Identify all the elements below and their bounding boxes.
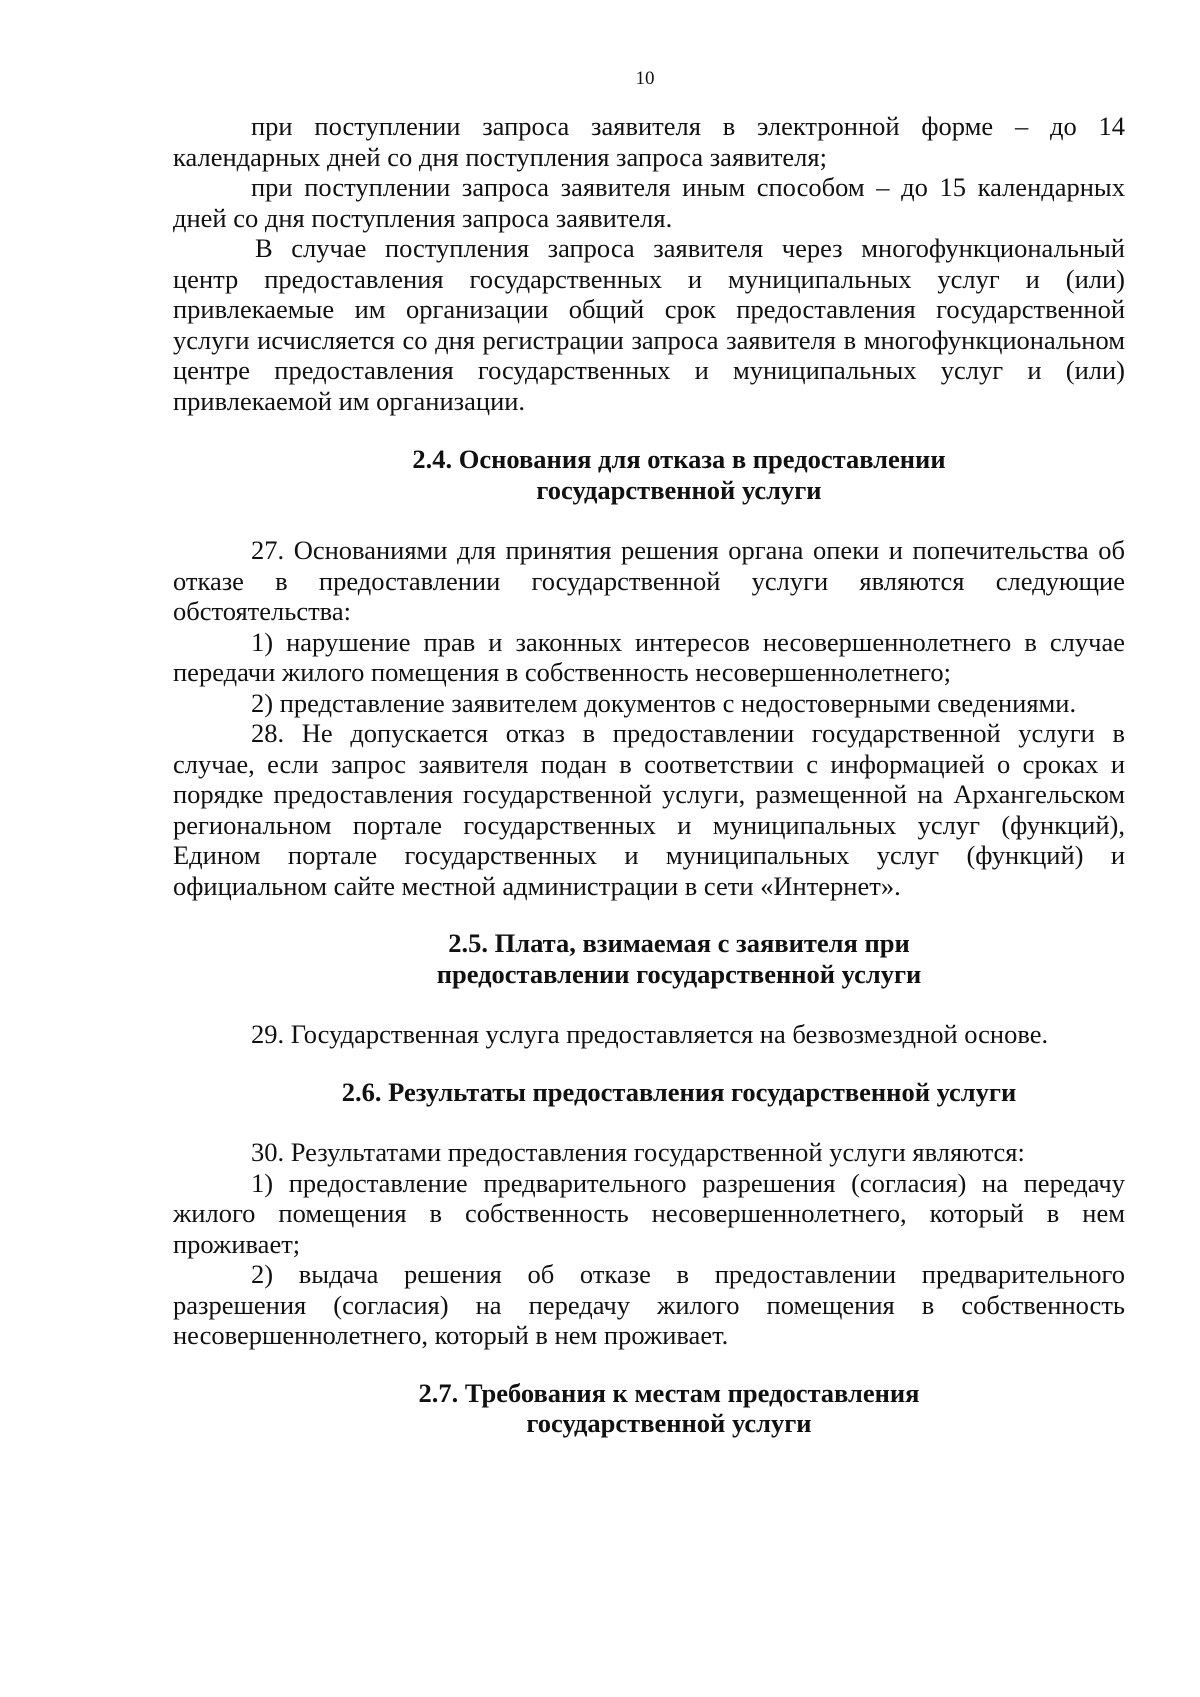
paragraph-29: 29. Государственная услуга предоставляется на безвозмездной основе. <box>251 1019 1049 1049</box>
section-heading-2-4-line1: 2.4. Основания для отказа в предоставлении <box>412 444 946 474</box>
paragraph-27-item-2: 2) представление заявителем документов с недостоверными сведениями. <box>251 687 1077 718</box>
section-heading-2-6: 2.6. Результаты предоставления государственной услуги <box>341 1076 1017 1107</box>
section-heading-2-7-line2: государственной услуги <box>526 1408 812 1438</box>
document-body <box>173 111 1125 1469</box>
section-heading-2-5-line1: 2.5. Плата, взимаемая с заявителя при <box>448 928 910 958</box>
paragraph-28: 28. Не допускается отказ в предоставлении государственной услуги в случае, если запрос заявителя подан в соответствии с информацией о сроках и порядке предоставления государственной услуги, размещенной на Архангельском региональном портале государственных и муниципальных услуг (функций), Едином портале государственных и муниципальных услуг (функций) и официальном сайте местной администрации в сети «Интернет». <box>173 718 1125 901</box>
section-heading-2-4-line2: государственной услуги <box>536 474 822 505</box>
paragraph-mfc-request: В случае поступления запроса заявителя через многофункциональный центр предоставления государственных и муниципальных услуг и (или) привлекаемые им организации общий срок предоставления государственной услуги исчисляется со дня регистрации запроса заявителя в многофункциональном центре предоставления государственных и муниципальных услуг и (или) привлекаемой им организации. <box>173 233 1125 416</box>
section-heading-2-5-line2: предоставлении государственной услуги <box>436 958 922 989</box>
section-heading-2-4 <box>173 444 1125 505</box>
paragraph-30: 30. Результатами предоставления государственной услуги являются: <box>251 1137 1025 1167</box>
section-heading-2-5 <box>173 928 1125 989</box>
section-heading-2-7-line1: 2.7. Требования к местам предоставления <box>418 1377 920 1408</box>
page-number: 10 <box>635 68 655 89</box>
paragraph-other-request: при поступлении запроса заявителя иным способом – до 15 календарных дней со дня поступления запроса заявителя. <box>173 172 1125 233</box>
paragraph-30-item-1: 1) предоставление предварительного разрешения (согласия) на передачу жилого помещения в собственность несовершеннолетнего, который в нем проживает; <box>173 1167 1125 1259</box>
paragraph-30-item-2: 2) выдача решения об отказе в предоставлении предварительного разрешения (согласия) на передачу жилого помещения в собственность несовершеннолетнего, который в нем проживает. <box>173 1259 1125 1350</box>
paragraph-electronic-request: при поступлении запроса заявителя в электронной форме – до 14 календарных дней со дня поступления запроса заявителя; <box>173 111 1125 172</box>
paragraph-27-item-1: 1) нарушение прав и законных интересов несовершеннолетнего в случае передачи жилого помещения в собственность несовершеннолетнего; <box>173 626 1125 687</box>
paragraph-27: 27. Основаниями для принятия решения органа опеки и попечительства об отказе в предоставлении государственной услуги являются следующие обстоятельства: <box>173 535 1125 626</box>
section-heading-2-7 <box>173 1378 1125 1439</box>
